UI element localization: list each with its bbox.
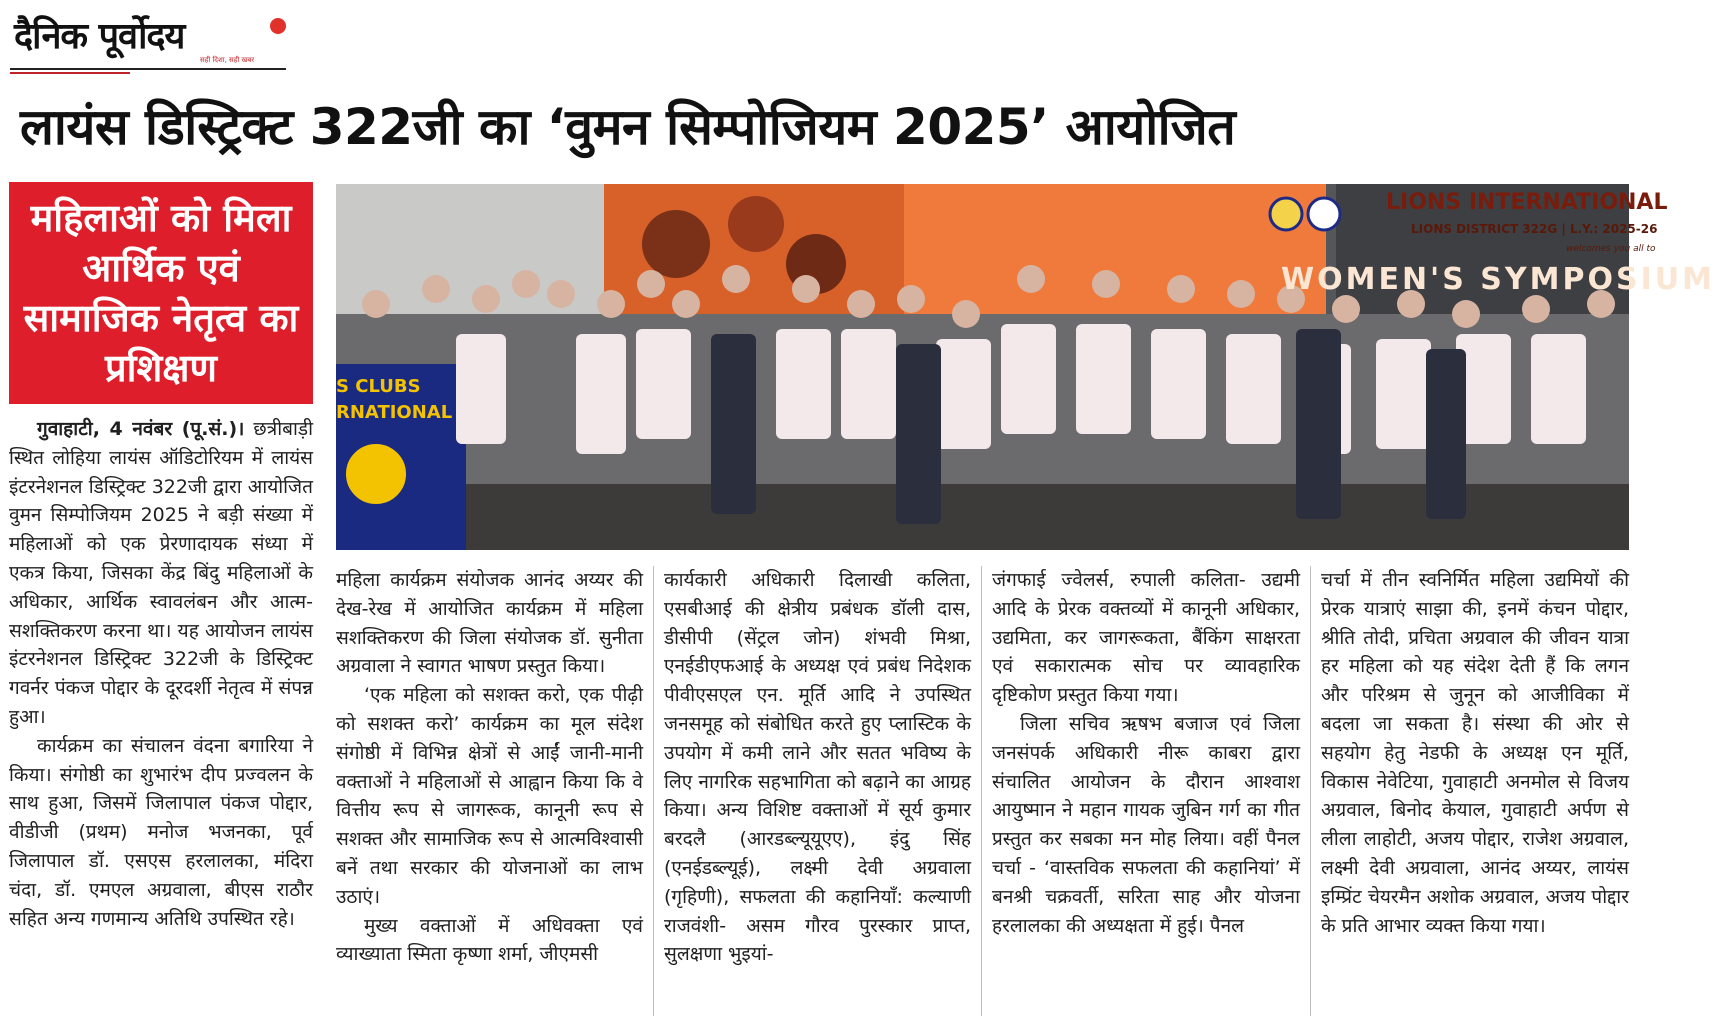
paragraph: महिला कार्यक्रम संयोजक आनंद अय्यर की देख-रेख में आयोजित कार्यक्रम में महिला सशक्तिकरण की जिला संयोजक डॉ. सुनीता अग्रवाला ने स्वागत भाषण प्रस्तुत किया। bbox=[336, 569, 643, 678]
paragraph: कार्यक्रम का संचालन वंदना बगारिया ने किया। संगोष्ठी का शुभारंभ दीप प्रज्वलन के साथ हुआ, जिसमें जिलापाल पंकज पोद्दार, वीडीजी (प्रथम) मनोज भजनका, पूर्व जिलापाल डॉ. एसएस हरलालका, मंदिरा चंदा, डॉ. एमएल अग्रवाला, बीएस राठौर सहित अन्य गणमान्य अतिथि उपस्थित रहे। bbox=[9, 734, 313, 930]
highlight-box bbox=[9, 182, 313, 404]
dateline: गुवाहाटी, 4 नवंबर (पू.सं.)। bbox=[37, 418, 245, 440]
article-column-2 bbox=[336, 566, 643, 1016]
article-column-4 bbox=[992, 566, 1300, 1016]
banner-symposium: WOMEN'S SYMPOSIUM bbox=[1281, 262, 1715, 297]
article-column-3 bbox=[664, 566, 971, 1016]
paragraph: जिला सचिव ऋषभ बजाज एवं जिला जनसंपर्क अधिकारी नीरू काबरा द्वारा संचालित आयोजन के दौरान आश्वाश आयुष्मान ने महान गायक जुबिन गर्ग का गीत प्रस्तुत कर सबका मन मोह लिया। वहीं पैनल चर्चा - ‘वास्तविक सफलता की कहानियां’ में बनश्री चक्रवर्ती, सरिता साह और योजना हरलालका की अध्यक्षता में हुई। पैनल bbox=[992, 712, 1300, 937]
banner-district: LIONS DISTRICT 322G | L.Y.: 2025-26 bbox=[1411, 222, 1658, 236]
masthead-dot-icon bbox=[270, 18, 286, 34]
article-column-5 bbox=[1321, 566, 1629, 1016]
event-photo-drawing bbox=[336, 184, 1629, 550]
masthead-rule bbox=[10, 68, 286, 70]
article-column-1 bbox=[9, 415, 313, 1015]
podium-sign-line-2: RNATIONAL bbox=[336, 402, 453, 423]
paragraph: मुख्य वक्ताओं में अधिवक्ता एवं व्याख्याता स्मिता कृष्णा शर्मा, जीएमसी bbox=[336, 914, 643, 966]
highlight-text: महिलाओं को मिला आर्थिक एवं सामाजिक नेतृत्व का प्रशिक्षण bbox=[23, 196, 299, 390]
paragraph: छत्रीबाड़ी स्थित लोहिया लायंस ऑडिटोरियम में लायंस इंटरनेशनल डिस्ट्रिक्ट 322जी द्वारा आयोजित वुमन सिम्पोजियम 2025 ने बड़ी संख्या में महिलाओं को एक प्रेरणादायक संध्या में एकत्र किया, जिसका केंद्र बिंदु महिलाओं के अधिकार, आर्थिक स्वावलंबन और आत्म-सशक्तिकरण करना था। यह आयोजन लायंस इंटरनेशनल डिस्ट्रिक्ट 322जी के डिस्ट्रिक्ट गवर्नर पंकज पोद्दार के दूरदर्शी नेतृत्व में संपन्न हुआ। bbox=[9, 418, 313, 728]
paragraph: चर्चा में तीन स्वनिर्मित महिला उद्यमियों की प्रेरक यात्राएं साझा की, इनमें कंचन पोद्दार, श्रीति तोदी, प्रचिता अग्रवाल की जीवन यात्रा हर महिला को यह संदेश देती हैं कि लगन और परिश्रम से जुनून को आजीविका में बदला जा सकता है। संस्था की ओर से सहयोग हेतु नेडफी के अध्यक्ष एन मूर्ति, विकास नेवेटिया, गुवाहाटी अनमोल से विजय अग्रवाल, बिनोद केयाल, गुवाहाटी अर्पण से लीला लाहोटी, अजय पोद्दार, राजेश अग्रवाल, लक्ष्मी देवी अग्रवाला, आनंद अय्यर, लायंस इम्प्रिंट चेयरमैन अशोक अग्रवाल, अजय पोद्दार के प्रति आभार व्यक्त किया गया। bbox=[1321, 569, 1629, 937]
masthead-tagline: सही दिशा, सही खबर bbox=[200, 56, 255, 64]
column-divider bbox=[981, 566, 982, 1016]
paragraph: ‘एक महिला को सशक्त करो, एक पीढ़ी को सशक्त करो’ कार्यक्रम का मूल संदेश संगोष्ठी में विभिन्न क्षेत्रों से आईं जानी-मानी वक्ताओं ने महिलाओं से आह्वान किया कि वे वित्तीय रूप से जागरूक, कानूनी रूप से सशक्त और सामाजिक रूप से आत्मविश्वासी बनें तथा सरकार की योजनाओं का लाभ उठाएं। bbox=[336, 684, 643, 908]
column-divider bbox=[1310, 566, 1311, 1016]
banner-title: LIONS INTERNATIONAL bbox=[1386, 190, 1668, 215]
article-headline: लायंस डिस्ट्रिक्ट 322जी का ‘वुमन सिम्पोजियम 2025’ आयोजित bbox=[20, 98, 1236, 156]
paragraph: कार्यकारी अधिकारी दिलाखी कलिता, एसबीआई की क्षेत्रीय प्रबंधक डॉली दास, डीसीपी (सेंट्रल जोन) शंभवी मिश्रा, एनईडीएफआई के अध्यक्ष एवं प्रबंध निदेशक पीवीएसएल एन. मूर्ति आदि ने उपस्थित जनसमूह को संबोधित करते हुए प्लास्टिक के उपयोग में कमी लाने और सतत भविष्य के लिए नागरिक सहभागिता को बढ़ाने का आग्रह किया। अन्य विशिष्ट वक्ताओं में सूर्य कुमार बरदलै (आरडब्ल्यूयूएए), इंदु सिंह (एनईडब्ल्यूई), लक्ष्मी देवी अग्रवाला (गृहिणी), सफलता की कहानियाँ: कल्याणी राजवंशी- असम गौरव पुरस्कार प्राप्त, सुलक्षणा भुइयां- bbox=[664, 569, 971, 966]
event-photo bbox=[336, 184, 1715, 550]
paragraph: जंगफाई ज्वेलर्स, रुपाली कलिता- उद्यमी आदि के प्रेरक वक्तव्यों में कानूनी अधिकार, उद्यमिता, कर जागरूकता, बैंकिंग साक्षरता एवं सकारात्मक सोच पर व्यावहारिक दृष्टिकोण प्रस्तुत किया गया। bbox=[992, 569, 1300, 707]
banner-welcome: welcomes you all to bbox=[1566, 244, 1656, 254]
masthead bbox=[10, 8, 286, 70]
masthead-subrule bbox=[10, 72, 130, 74]
column-divider bbox=[653, 566, 654, 1016]
podium-sign-line-1: S CLUBS bbox=[336, 376, 421, 397]
podium-sign bbox=[336, 374, 452, 426]
newspaper-name: दैनिक पूर्वोदय bbox=[14, 15, 185, 57]
